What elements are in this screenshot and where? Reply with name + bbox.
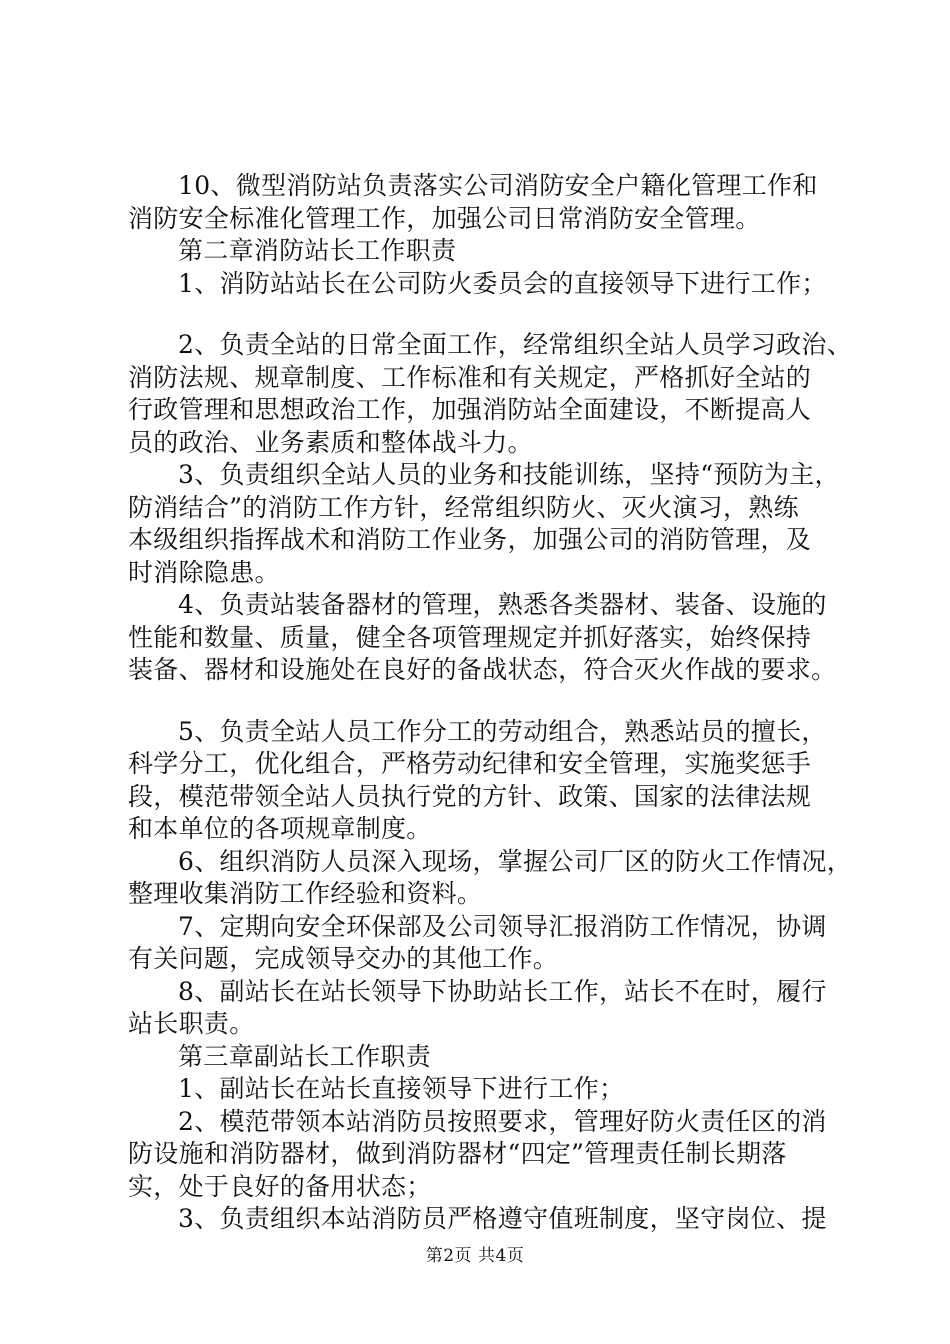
chapter-2-item-3-line: 防消结合”的消防工作方针，经常组织防火、灭火演习，熟练 bbox=[128, 492, 799, 522]
chapter-2-item-8-line: 8、副站长在站长领导下协助站长工作，站长不在时，履行 bbox=[178, 976, 827, 1006]
chapter-3-item-2-line: 实，处于良好的备用状态； bbox=[128, 1171, 432, 1201]
chapter-2-item-4-line: 装备、器材和设施处在良好的备战状态，符合灭火作战的要求。 bbox=[128, 655, 837, 684]
chapter-2-item-6-line: 6、组织消防人员深入现场，掌握公司厂区的防火工作情况， bbox=[178, 846, 853, 876]
chapter-2-item-2-line: 员的政治、业务素质和整体战斗力。 bbox=[128, 427, 533, 457]
chapter-2-item-5-line: 5、负责全站人员工作分工的劳动组合，熟悉站员的擅长， bbox=[178, 716, 827, 746]
chapter-2-heading: 第二章消防站长工作职责 bbox=[178, 236, 457, 265]
paragraph-10-line: 消防安全标准化管理工作，加强公司日常消防安全管理。 bbox=[128, 203, 761, 233]
chapter-2-item-3-line: 3、负责组织全站人员的业务和技能训练，坚持“预防为主， bbox=[178, 460, 840, 489]
chapter-3-item-3-line: 3、负责组织本站消防员严格遵守值班制度，坚守岗位、提 bbox=[178, 1204, 827, 1233]
chapter-2-item-1: 1、消防站站长在公司防火委员会的直接领导下进行工作； bbox=[178, 268, 827, 298]
chapter-2-item-2-line: 消防法规、规章制度、工作标准和有关规定，严格抓好全站的 bbox=[128, 362, 812, 392]
page-number-footer: 第2页 共4页 bbox=[425, 1246, 525, 1266]
chapter-2-item-7-line: 7、定期向安全环保部及公司领导汇报消防工作情况，协调 bbox=[178, 911, 827, 941]
chapter-3-item-2-line: 2、模范带领本站消防员按照要求，管理好防火责任区的消 bbox=[178, 1106, 827, 1136]
chapter-2-item-4-line: 4、负责站装备器材的管理，熟悉各类器材、装备、设施的 bbox=[178, 590, 827, 619]
chapter-2-item-7-line: 有关问题，完成领导交办的其他工作。 bbox=[128, 944, 559, 973]
chapter-2-item-3-line: 时消除隐患。 bbox=[128, 557, 280, 587]
chapter-2-item-5-line: 和本单位的各项规章制度。 bbox=[128, 814, 432, 843]
paragraph-gap bbox=[128, 300, 828, 329]
paragraph-10-line: 10、微型消防站负责落实公司消防安全户籍化管理工作和 bbox=[178, 171, 818, 200]
paragraph-gap bbox=[128, 687, 828, 716]
chapter-2-item-5-line: 段，模范带领全站人员执行党的方针、政策、国家的法律法规 bbox=[128, 781, 812, 811]
chapter-2-item-6-line: 整理收集消防工作经验和资料。 bbox=[128, 879, 483, 908]
chapter-2-item-2-line: 2、负责全站的日常全面工作，经常组织全站人员学习政治、 bbox=[178, 330, 853, 359]
chapter-2-item-4-line: 性能和数量、质量，健全各项管理规定并抓好落实，始终保持 bbox=[128, 622, 812, 652]
chapter-2-item-3-line: 本级组织指挥战术和消防工作业务，加强公司的消防管理，及 bbox=[128, 525, 812, 554]
document-body bbox=[128, 170, 853, 1236]
chapter-2-item-5-line: 科学分工，优化组合，严格劳动纪律和安全管理，实施奖惩手 bbox=[128, 749, 812, 778]
chapter-3-item-2-line: 防设施和消防器材，做到消防器材“四定”管理责任制长期落 bbox=[128, 1139, 787, 1168]
chapter-3-item-1: 1、副站长在站长直接领导下进行工作； bbox=[178, 1074, 625, 1103]
chapter-2-item-2-line: 行政管理和思想政治工作，加强消防站全面建设，不断提高人 bbox=[128, 395, 812, 424]
chapter-3-heading: 第三章副站长工作职责 bbox=[178, 1041, 432, 1071]
chapter-2-item-8-line: 站长职责。 bbox=[128, 1009, 255, 1038]
